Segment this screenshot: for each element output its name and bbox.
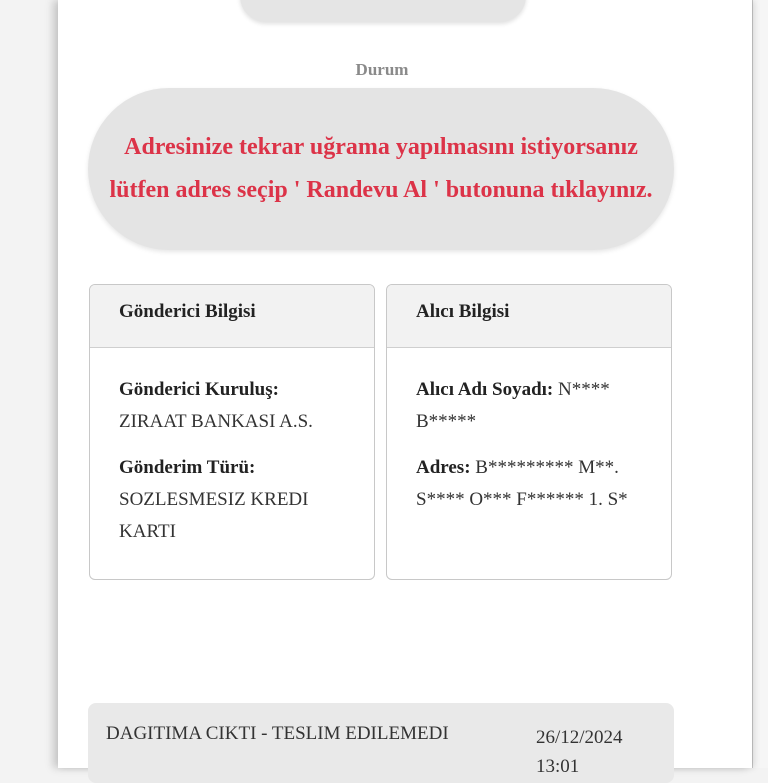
sender-institution-value: ZIRAAT BANKASI A.S.: [119, 411, 313, 432]
sender-institution-field: [119, 374, 354, 438]
shipment-type-label: Gönderim Türü:: [119, 457, 256, 478]
shipment-type-field: [119, 452, 354, 548]
shipment-detail-page: [58, 0, 752, 777]
receiver-name-value: N**** B*****: [416, 379, 610, 432]
status-message-box: [88, 88, 674, 250]
receiver-info-card: [386, 284, 672, 580]
status-message: Adresinize tekrar uğrama yapılmasını istiyorsanız lütfen adres seçip ' Randevu Al ' butonuna tıklayınız.: [109, 134, 653, 203]
receiver-name-label: Alıcı Adı Soyadı:: [416, 379, 554, 400]
receiver-name-field: [416, 374, 651, 438]
receiver-card-title: Alıcı Bilgisi: [387, 285, 671, 348]
sender-card-title: Gönderici Bilgisi: [90, 285, 374, 348]
status-label: Durum: [355, 60, 409, 79]
receiver-address-label: Adres:: [416, 457, 471, 478]
sender-card-body: [90, 348, 374, 548]
history-status: DAGITIMA CIKTI - TESLIM EDILEMEDI: [106, 723, 449, 744]
sender-institution-label: Gönderici Kuruluş:: [119, 379, 279, 400]
history-datetime: 26/12/2024 13:01: [536, 727, 623, 777]
sender-info-card: [89, 284, 375, 580]
window-edge: [752, 0, 768, 768]
receiver-card-body: [387, 348, 671, 516]
shipment-type-value: SOZLESMESIZ KREDI KARTI: [119, 489, 309, 542]
receiver-address-value: B********* M**. S**** O*** F****** 1. S*: [416, 457, 628, 510]
receiver-address-field: [416, 452, 651, 516]
history-row: [88, 703, 674, 783]
top-pill-button[interactable]: [240, 0, 526, 22]
